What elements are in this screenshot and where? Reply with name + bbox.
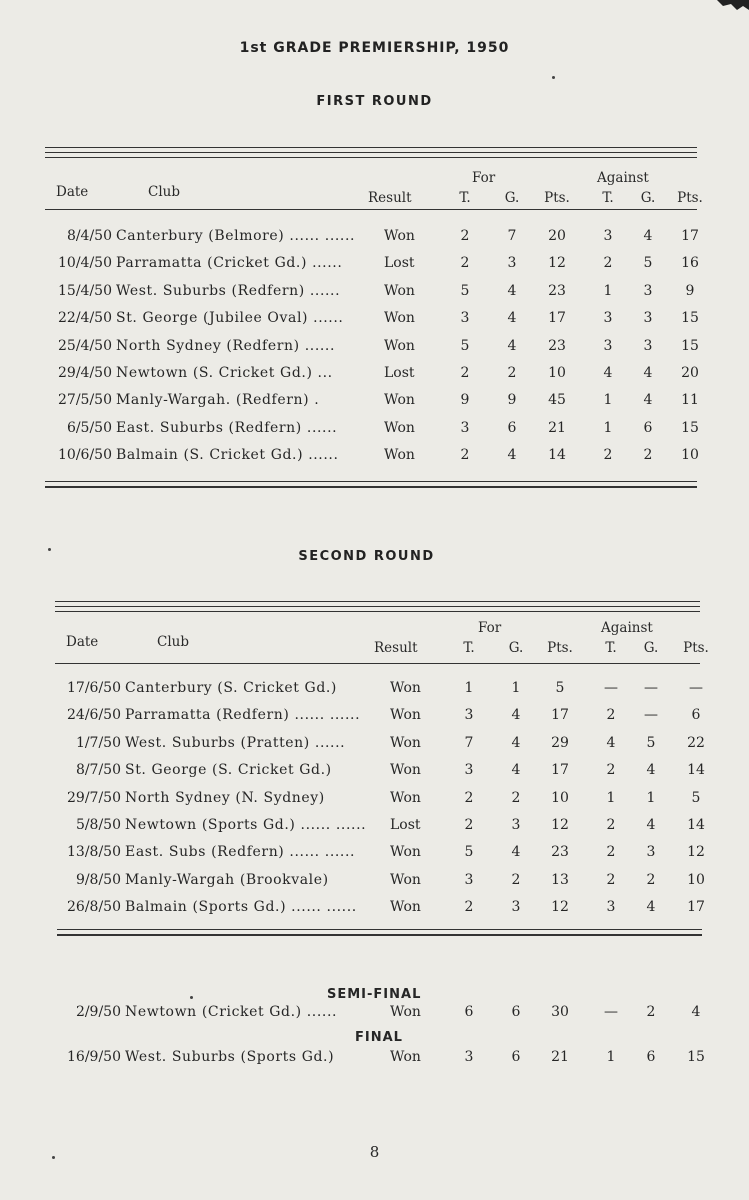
- for-tries-cell: 9: [460, 392, 470, 409]
- against-tries-cell: 1: [603, 282, 613, 299]
- date-cell: 26/8/50: [67, 899, 121, 916]
- for-goals-cell: 3: [507, 255, 517, 272]
- club-cell: Manly-Wargah. (Redfern) .: [116, 392, 320, 409]
- result-cell: Won: [390, 680, 421, 696]
- first-round-title: FIRST ROUND: [316, 94, 433, 109]
- table-rule: [45, 152, 697, 153]
- table-row: [0, 735, 749, 757]
- against-points-cell: 17: [687, 899, 705, 916]
- for-goals-cell: 6: [511, 1004, 521, 1020]
- result-cell: Won: [384, 282, 415, 299]
- for-goals-cell: 4: [507, 337, 517, 354]
- table-row: [0, 228, 749, 250]
- for-points-cell: 12: [548, 255, 566, 272]
- speck: [190, 996, 193, 999]
- club-cell: North Sydney (N. Sydney): [125, 789, 325, 806]
- table-rule: [57, 934, 702, 936]
- club-cell: Canterbury (S. Cricket Gd.): [125, 680, 337, 696]
- table-rule: [45, 147, 697, 148]
- against-tries-cell: 2: [603, 447, 613, 464]
- against-tries-cell: 3: [603, 228, 613, 244]
- against-tries-cell: 3: [606, 899, 616, 916]
- against-goals-cell: 3: [646, 844, 656, 861]
- against-tries-cell: 4: [603, 365, 613, 381]
- against-goals-cell: 2: [646, 1004, 656, 1020]
- against-goals-cell: 2: [643, 447, 653, 464]
- table-row: [0, 365, 749, 387]
- against-points-cell: 22: [687, 734, 705, 751]
- page-number: 8: [369, 1143, 380, 1161]
- header-rule: [45, 209, 697, 210]
- col-header-for: For: [472, 170, 496, 186]
- date-cell: 13/8/50: [67, 844, 121, 861]
- result-cell: Won: [384, 337, 415, 354]
- for-points-cell: 10: [551, 789, 569, 806]
- date-cell: 1/7/50: [75, 734, 121, 751]
- page-title: 1st GRADE PREMIERSHIP, 1950: [239, 40, 510, 56]
- club-cell: Balmain (Sports Gd.) ...... ......: [125, 899, 357, 916]
- against-tries-cell: 1: [603, 419, 613, 436]
- col-header-date: Date: [56, 184, 89, 200]
- result-cell: Won: [384, 447, 415, 464]
- club-cell: Newtown (Cricket Gd.) ......: [125, 1004, 338, 1020]
- club-cell: Canterbury (Belmore) ...... ......: [116, 228, 356, 244]
- col-header-against: Against: [597, 170, 649, 186]
- club-cell: West. Suburbs (Pratten) ......: [125, 734, 346, 751]
- for-points-cell: 45: [548, 392, 566, 409]
- table-row: [0, 283, 749, 305]
- for-tries-cell: 5: [464, 844, 474, 861]
- club-cell: St. George (S. Cricket Gd.): [125, 762, 332, 779]
- date-cell: 24/6/50: [67, 707, 121, 724]
- table-row: [0, 872, 749, 894]
- for-tries-cell: 2: [464, 789, 474, 806]
- against-tries-cell: 2: [606, 844, 616, 861]
- col-header-against-pts: Pts.: [683, 640, 709, 656]
- against-goals-cell: 3: [643, 337, 653, 354]
- club-cell: West. Suburbs (Redfern) ......: [116, 282, 341, 299]
- for-goals-cell: 1: [511, 680, 521, 696]
- club-cell: Parramatta (Redfern) ...... ......: [125, 707, 361, 724]
- against-points-cell: 4: [691, 1004, 701, 1020]
- col-header-against-pts: Pts.: [677, 190, 703, 206]
- date-cell: 5/8/50: [75, 817, 121, 833]
- for-points-cell: 12: [551, 899, 569, 916]
- table-row: [0, 707, 749, 729]
- col-header-for-pts: Pts.: [547, 640, 573, 656]
- against-goals-cell: 5: [646, 734, 656, 751]
- semi-final-row: [0, 1004, 749, 1026]
- for-points-cell: 17: [551, 762, 569, 779]
- for-goals-cell: 4: [507, 447, 517, 464]
- club-cell: East. Subs (Redfern) ...... ......: [125, 844, 356, 861]
- for-goals-cell: 4: [511, 707, 521, 724]
- for-tries-cell: 2: [460, 228, 470, 244]
- result-cell: Won: [390, 1049, 421, 1065]
- against-goals-cell: 4: [643, 392, 653, 409]
- result-cell: Won: [384, 310, 415, 327]
- table-row: [0, 680, 749, 702]
- for-points-cell: 21: [548, 419, 566, 436]
- against-tries-cell: 3: [603, 310, 613, 327]
- col-header-for-g: G.: [508, 640, 524, 656]
- for-goals-cell: 9: [507, 392, 517, 409]
- result-cell: Won: [384, 392, 415, 409]
- for-points-cell: 12: [551, 817, 569, 833]
- result-cell: Won: [390, 707, 421, 724]
- col-header-against-t: T.: [605, 640, 617, 656]
- against-goals-cell: 4: [646, 899, 656, 916]
- for-points-cell: 14: [548, 447, 566, 464]
- for-goals-cell: 2: [511, 871, 521, 888]
- col-header-against: Against: [601, 620, 653, 636]
- result-cell: Won: [390, 899, 421, 916]
- against-points-cell: 10: [681, 447, 699, 464]
- ink-blot: [709, 0, 749, 14]
- for-tries-cell: 3: [464, 707, 474, 724]
- semi-final-title: SEMI-FINAL: [327, 987, 422, 1002]
- against-tries-cell: —: [604, 680, 618, 696]
- table-rule: [57, 929, 702, 930]
- club-cell: Newtown (Sports Gd.) ...... ......: [125, 817, 367, 833]
- date-cell: 29/7/50: [67, 789, 121, 806]
- date-cell: 22/4/50: [58, 310, 112, 327]
- for-tries-cell: 3: [464, 871, 474, 888]
- date-cell: 10/4/50: [58, 255, 112, 272]
- for-tries-cell: 3: [460, 419, 470, 436]
- against-goals-cell: 4: [646, 817, 656, 833]
- table-row: [0, 392, 749, 414]
- club-cell: St. George (Jubilee Oval) ......: [116, 310, 344, 327]
- against-goals-cell: —: [644, 707, 658, 724]
- col-header-for-pts: Pts.: [544, 190, 570, 206]
- date-cell: 25/4/50: [58, 337, 112, 354]
- table-rule: [45, 486, 697, 488]
- against-points-cell: 14: [687, 817, 705, 833]
- col-header-result: Result: [374, 640, 418, 656]
- for-points-cell: 23: [548, 337, 566, 354]
- against-tries-cell: 1: [606, 1049, 616, 1065]
- table-row: [0, 255, 749, 277]
- result-cell: Lost: [384, 255, 415, 272]
- against-goals-cell: 2: [646, 871, 656, 888]
- against-points-cell: 15: [687, 1049, 705, 1065]
- for-points-cell: 17: [551, 707, 569, 724]
- against-tries-cell: 4: [606, 734, 616, 751]
- date-cell: 27/5/50: [58, 392, 112, 409]
- against-points-cell: 10: [687, 871, 705, 888]
- against-points-cell: 17: [681, 228, 699, 244]
- table-row: [0, 844, 749, 866]
- against-points-cell: 15: [681, 310, 699, 327]
- table-rule: [55, 601, 700, 602]
- table-row: [0, 447, 749, 469]
- col-header-club: Club: [148, 184, 180, 200]
- date-cell: 29/4/50: [58, 365, 112, 381]
- final-title: FINAL: [355, 1030, 403, 1045]
- for-tries-cell: 7: [464, 734, 474, 751]
- for-goals-cell: 3: [511, 899, 521, 916]
- against-points-cell: 15: [681, 419, 699, 436]
- against-goals-cell: 3: [643, 282, 653, 299]
- against-points-cell: 9: [685, 282, 695, 299]
- table-row: [0, 420, 749, 442]
- for-goals-cell: 6: [507, 419, 517, 436]
- for-points-cell: 23: [548, 282, 566, 299]
- col-header-for-t: T.: [463, 640, 475, 656]
- final-row: [0, 1049, 749, 1071]
- table-rule: [55, 606, 700, 607]
- for-points-cell: 17: [548, 310, 566, 327]
- for-goals-cell: 7: [507, 228, 517, 244]
- for-goals-cell: 4: [511, 844, 521, 861]
- date-cell: 9/8/50: [75, 871, 121, 888]
- date-cell: 8/4/50: [66, 228, 112, 244]
- for-tries-cell: 2: [460, 255, 470, 272]
- table-row: [0, 790, 749, 812]
- against-goals-cell: 4: [643, 365, 653, 381]
- against-tries-cell: 2: [606, 817, 616, 833]
- for-tries-cell: 6: [464, 1004, 474, 1020]
- for-tries-cell: 2: [460, 365, 470, 381]
- result-cell: Lost: [390, 817, 421, 833]
- for-goals-cell: 2: [511, 789, 521, 806]
- date-cell: 17/6/50: [67, 680, 121, 696]
- table-row: [0, 899, 749, 921]
- result-cell: Won: [390, 844, 421, 861]
- speck: [552, 76, 555, 79]
- table-rule: [55, 611, 700, 612]
- col-header-club: Club: [157, 634, 189, 650]
- against-points-cell: 5: [691, 789, 701, 806]
- against-points-cell: —: [689, 680, 703, 696]
- result-cell: Won: [384, 419, 415, 436]
- for-tries-cell: 3: [464, 762, 474, 779]
- col-header-result: Result: [368, 190, 412, 206]
- for-tries-cell: 2: [464, 817, 474, 833]
- col-header-for: For: [478, 620, 502, 636]
- club-cell: West. Suburbs (Sports Gd.): [125, 1049, 335, 1065]
- club-cell: East. Suburbs (Redfern) ......: [116, 419, 338, 436]
- club-cell: Balmain (S. Cricket Gd.) ......: [116, 447, 339, 464]
- against-tries-cell: 2: [606, 707, 616, 724]
- club-cell: Newtown (S. Cricket Gd.) ...: [116, 365, 333, 381]
- col-header-for-t: T.: [459, 190, 471, 206]
- result-cell: Won: [390, 789, 421, 806]
- club-cell: North Sydney (Redfern) ......: [116, 337, 336, 354]
- result-cell: Won: [390, 1004, 421, 1020]
- against-tries-cell: 2: [606, 871, 616, 888]
- for-tries-cell: 1: [464, 680, 474, 696]
- date-cell: 6/5/50: [66, 419, 112, 436]
- against-points-cell: 11: [681, 392, 699, 409]
- for-goals-cell: 6: [511, 1049, 521, 1065]
- date-cell: 16/9/50: [67, 1049, 121, 1065]
- against-goals-cell: 6: [643, 419, 653, 436]
- for-points-cell: 5: [555, 680, 565, 696]
- for-tries-cell: 5: [460, 282, 470, 299]
- against-tries-cell: 2: [606, 762, 616, 779]
- col-header-against-g: G.: [643, 640, 659, 656]
- table-rule: [45, 481, 697, 482]
- for-points-cell: 30: [551, 1004, 569, 1020]
- against-tries-cell: 3: [603, 337, 613, 354]
- table-row: [0, 817, 749, 839]
- against-goals-cell: —: [644, 680, 658, 696]
- result-cell: Won: [390, 871, 421, 888]
- for-goals-cell: 2: [507, 365, 517, 381]
- for-tries-cell: 3: [460, 310, 470, 327]
- for-goals-cell: 4: [507, 282, 517, 299]
- against-points-cell: 16: [681, 255, 699, 272]
- col-header-date: Date: [66, 634, 99, 650]
- second-round-title: SECOND ROUND: [298, 549, 435, 564]
- for-tries-cell: 5: [460, 337, 470, 354]
- against-points-cell: 15: [681, 337, 699, 354]
- table-row: [0, 338, 749, 360]
- against-tries-cell: 2: [603, 255, 613, 272]
- against-tries-cell: —: [604, 1004, 618, 1020]
- against-points-cell: 14: [687, 762, 705, 779]
- for-points-cell: 20: [548, 228, 566, 244]
- table-rule: [45, 157, 697, 158]
- result-cell: Won: [384, 228, 415, 244]
- date-cell: 8/7/50: [75, 762, 121, 779]
- against-goals-cell: 6: [646, 1049, 656, 1065]
- result-cell: Lost: [384, 365, 415, 381]
- club-cell: Parramatta (Cricket Gd.) ......: [116, 255, 343, 272]
- for-tries-cell: 2: [464, 899, 474, 916]
- result-cell: Won: [390, 762, 421, 779]
- against-goals-cell: 3: [643, 310, 653, 327]
- for-points-cell: 21: [551, 1049, 569, 1065]
- club-cell: Manly-Wargah (Brookvale): [125, 871, 329, 888]
- date-cell: 10/6/50: [58, 447, 112, 464]
- for-points-cell: 23: [551, 844, 569, 861]
- for-points-cell: 10: [548, 365, 566, 381]
- result-cell: Won: [390, 734, 421, 751]
- for-goals-cell: 4: [511, 734, 521, 751]
- against-goals-cell: 4: [643, 228, 653, 244]
- col-header-for-g: G.: [504, 190, 520, 206]
- for-tries-cell: 2: [460, 447, 470, 464]
- against-goals-cell: 1: [646, 789, 656, 806]
- for-points-cell: 13: [551, 871, 569, 888]
- for-points-cell: 29: [551, 734, 569, 751]
- against-tries-cell: 1: [606, 789, 616, 806]
- date-cell: 15/4/50: [58, 282, 112, 299]
- col-header-against-t: T.: [602, 190, 614, 206]
- table-row: [0, 310, 749, 332]
- for-goals-cell: 4: [507, 310, 517, 327]
- against-points-cell: 12: [687, 844, 705, 861]
- for-goals-cell: 3: [511, 817, 521, 833]
- table-row: [0, 762, 749, 784]
- against-tries-cell: 1: [603, 392, 613, 409]
- against-points-cell: 6: [691, 707, 701, 724]
- date-cell: 2/9/50: [75, 1004, 121, 1020]
- header-rule: [55, 663, 700, 664]
- col-header-against-g: G.: [640, 190, 656, 206]
- against-points-cell: 20: [681, 365, 699, 381]
- against-goals-cell: 5: [643, 255, 653, 272]
- for-tries-cell: 3: [464, 1049, 474, 1065]
- for-goals-cell: 4: [511, 762, 521, 779]
- against-goals-cell: 4: [646, 762, 656, 779]
